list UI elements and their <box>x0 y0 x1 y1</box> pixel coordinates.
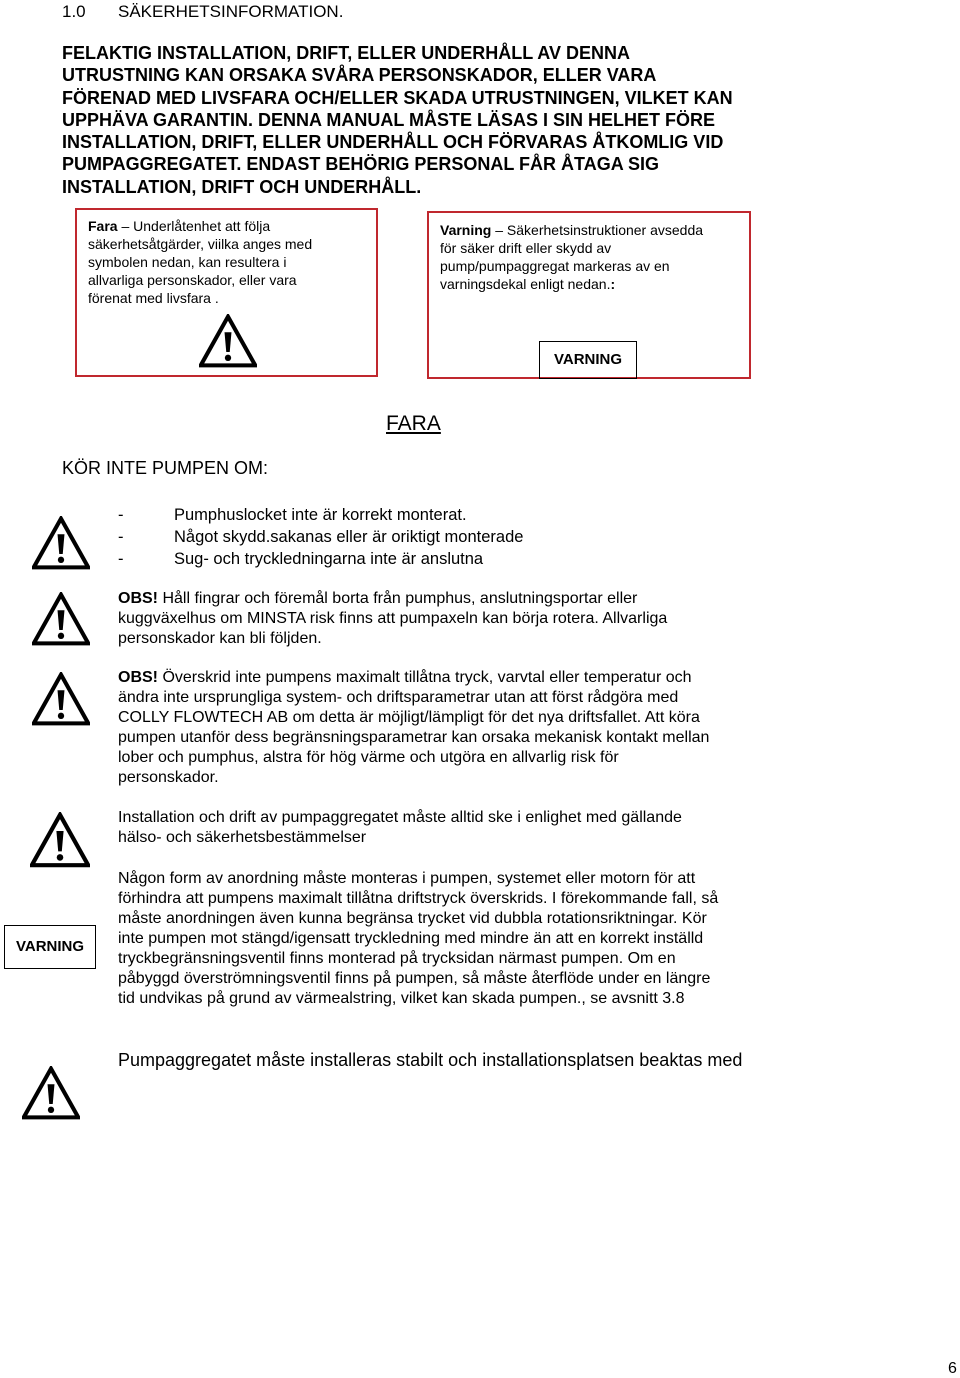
obs-line: personskador. <box>118 769 219 786</box>
fara-title: FARA <box>386 412 441 435</box>
fara-line: förenat med livsfara . <box>88 290 219 306</box>
section-heading <box>62 2 343 22</box>
section-number: 1.0 <box>62 2 86 21</box>
varning-label-sample: VARNING <box>539 341 637 379</box>
obs-label: OBS! <box>118 669 158 686</box>
paragraph-line: hälso- och säkerhetsbestämmelser <box>118 829 367 846</box>
intro-line: INSTALLATION, DRIFT, ELLER UNDERHÅLL OCH FÖRVARAS ÅTKOMLIG VID <box>62 132 724 153</box>
varning-line: för säker drift eller skydd av <box>440 240 612 256</box>
list-dash: - <box>118 528 124 546</box>
paragraph-line: Installation och drift av pumpaggregatet måste alltid ske i enlighet med gällande <box>118 809 682 826</box>
fara-line: – Underlåtenhet att följa <box>121 218 271 234</box>
warning-triangle-icon <box>199 314 257 368</box>
intro-line: UTRUSTNING KAN ORSAKA SVÅRA PERSONSKADOR, ELLER VARA <box>62 65 657 86</box>
list-dash: - <box>118 506 124 524</box>
obs-fingers-paragraph <box>118 589 768 649</box>
warning-triangle-icon <box>22 1066 80 1120</box>
list-item-text: Något skydd.sakanas eller är oriktigt monterade <box>174 528 524 546</box>
intro-line: UPPHÄVA GARANTIN. DENNA MANUAL MÅSTE LÄSAS I SIN HELHET FÖRE <box>62 109 716 130</box>
warning-triangle-icon <box>30 812 90 868</box>
paragraph-line: Någon form av anordning måste monteras i pumpen, systemet eller motorn för att <box>118 870 696 887</box>
warning-triangle-icon <box>32 672 90 726</box>
obs-line: lober och pumphus, alstra för hög värme och utgöra en allvarlig risk för <box>118 749 619 766</box>
obs-line: Överskrid inte pumpens maximalt tillåtna tryck, varvtal eller temperatur och <box>158 669 692 686</box>
obs-line: ändra inte ursprungliga system- och driftsparametrar utan att först rådgöra med <box>118 689 679 706</box>
obs-limits-paragraph <box>118 668 768 788</box>
list-item <box>118 526 523 548</box>
varning-definition-text <box>440 221 740 293</box>
varning-label: VARNING <box>4 925 96 969</box>
fara-definition-text <box>88 217 368 307</box>
varning-line: varningsdekal enligt nedan. <box>440 276 611 292</box>
paragraph-line: måste anordningen även kunna begränsa trycket vid dubbla rotationsriktningar. Kör <box>118 910 707 927</box>
intro-line: INSTALLATION, DRIFT OCH UNDERHÅLL. <box>62 176 422 197</box>
intro-line: FÖRENAD MED LIVSFARA OCH/ELLER SKADA UTRUSTNINGEN, VILKET KAN <box>62 87 733 108</box>
relief-valve-paragraph <box>118 869 768 1009</box>
list-item <box>118 504 523 526</box>
obs-line: personskador kan bli följden. <box>118 630 322 647</box>
stable-installation-paragraph: Pumpaggregatet måste installeras stabilt och installationsplatsen beaktas med <box>118 1050 743 1070</box>
do-not-run-heading: KÖR INTE PUMPEN OM: <box>62 458 269 478</box>
list-dash: - <box>118 550 124 568</box>
list-item-text: Sug- och tryckledningarna inte är anslutna <box>174 550 484 568</box>
paragraph-line: inte pumpen mot stängd/igensatt tryckledning med mindre än att en korrekt inställd <box>118 930 704 947</box>
do-not-run-list <box>118 504 523 570</box>
page-number: 6 <box>948 1360 957 1377</box>
varning-colon: : <box>610 276 616 292</box>
obs-line: Håll fingrar och föremål borta från pumphus, anslutningsportar eller <box>158 590 638 607</box>
list-item <box>118 548 523 570</box>
fara-definition-box <box>75 208 378 377</box>
paragraph-line: förhindra att pumpens maximalt tillåtna driftstryck överskrids. I förekommande fall, så <box>118 890 719 907</box>
warning-triangle-icon <box>32 592 90 646</box>
warning-triangle-icon <box>32 516 90 570</box>
intro-warning-paragraph <box>62 42 782 198</box>
obs-line: pumpen utanför dess begränsningsparametrar kan orsaka mekanisk kontakt mellan <box>118 729 710 746</box>
installation-paragraph <box>118 808 768 848</box>
paragraph-line: påbyggd överströmningsventil finns på pumpen, så måste återflöde under en längre <box>118 970 711 987</box>
fara-term: Fara <box>88 218 118 234</box>
fara-line: allvarliga personskador, eller vara <box>88 272 297 288</box>
obs-label: OBS! <box>118 590 158 607</box>
intro-line: FELAKTIG INSTALLATION, DRIFT, ELLER UNDERHÅLL AV DENNA <box>62 43 630 63</box>
section-title: SÄKERHETSINFORMATION. <box>118 2 344 21</box>
varning-line: pump/pumpaggregat markeras av en <box>440 258 670 274</box>
intro-line: PUMPAGGREGATET. ENDAST BEHÖRIG PERSONAL FÅR ÅTAGA SIG <box>62 154 660 175</box>
obs-line: COLLY FLOWTECH AB om detta är möjligt/lämpligt för det nya driftsfallet. Att köra <box>118 709 700 726</box>
fara-line: symbolen nedan, kan resultera i <box>88 254 287 270</box>
list-item-text: Pumphuslocket inte är korrekt monterat. <box>174 506 467 524</box>
fara-line: säkerhetsåtgärder, viilka anges med <box>88 236 313 252</box>
varning-term: Varning <box>440 222 492 238</box>
obs-line: kuggväxelhus om MINSTA risk finns att pumpaxeln kan börja rotera. Allvarliga <box>118 610 668 627</box>
paragraph-line: tid undvikas på grund av värmealstring, vilket kan skada pumpen., se avsnitt 3.8 <box>118 990 685 1007</box>
varning-definition-box <box>427 211 751 379</box>
paragraph-line: tryckbegränsningsventil finns monterad på trycksidan närmast pumpen. Om en <box>118 950 676 967</box>
varning-line: – Säkerhetsinstruktioner avsedda <box>495 222 704 238</box>
